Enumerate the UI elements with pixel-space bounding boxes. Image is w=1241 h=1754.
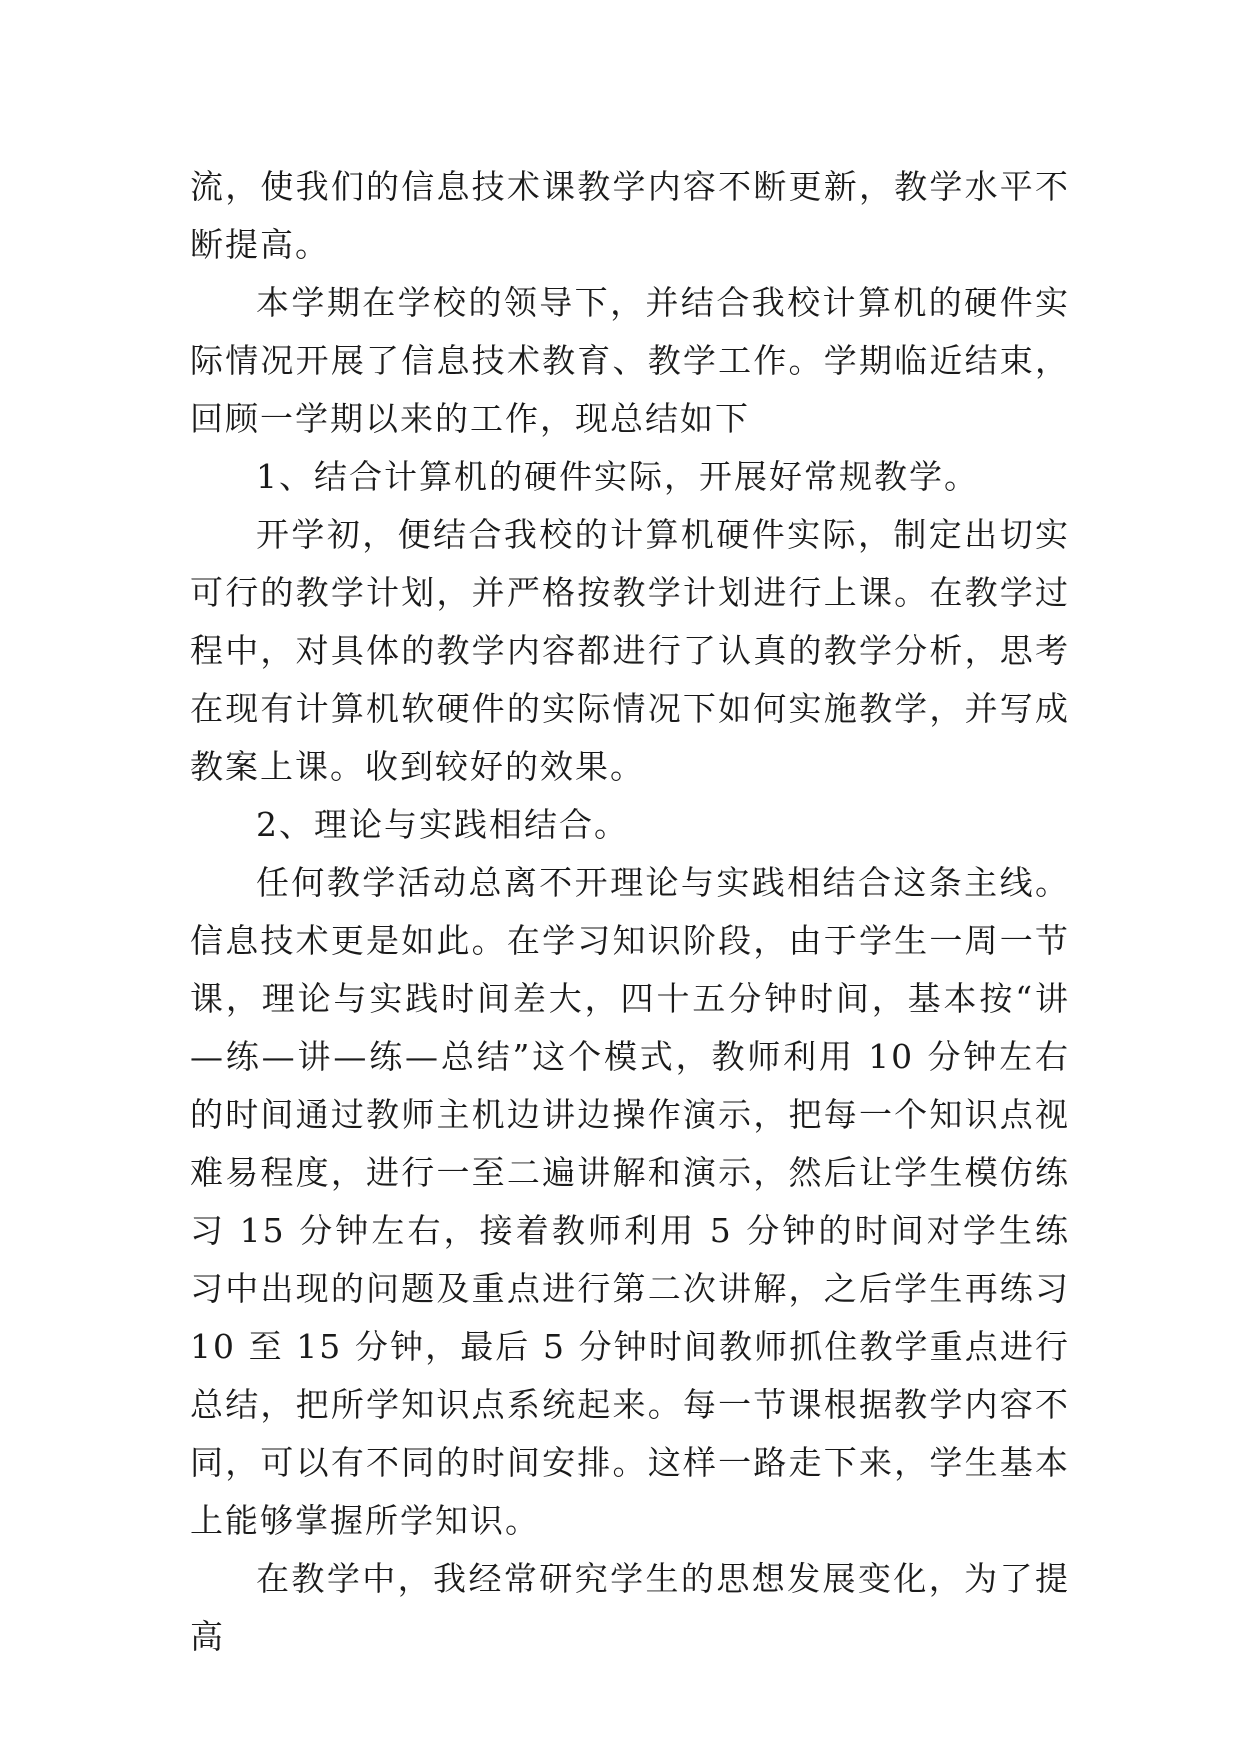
paragraph-4: 任何教学活动总离不开理论与实践相结合这条主线。信息技术更是如此。在学习知识阶段，由于学生一周一节课，理论与实践时间差大，四十五分钟时间，基本按“讲—练—讲—练—总结”这个模式，教师利用 10 分钟左右的时间通过教师主机边讲边操作演示，把每一个知识点视难易程度，进行一至二遍讲解和演示，然后让学生模仿练习 15 分钟左右，接着教师利用 5 分钟的时间对学生练习中出现的问题及重点进行第二次讲解，之后学生再练习 10 至 15 分钟，最后 5 分钟时间教师抓住教学重点进行总结，把所学知识点系统起来。每一节课根据教学内容不同，可以有不同的时间安排。这样一路走下来，学生基本上能够掌握所学知识。 (190, 863, 1070, 1540)
document-body (190, 158, 1070, 1666)
paragraph-3: 开学初，便结合我校的计算机硬件实际，制定出切实可行的教学计划，并严格按教学计划进行上课。在教学过程中，对具体的教学内容都进行了认真的教学分析，思考在现有计算机软硬件的实际情况下如何实施教学，并写成教案上课。收到较好的效果。 (190, 515, 1070, 786)
paragraph-1: 流，使我们的信息技术课教学内容不断更新，教学水平不断提高。 (190, 167, 1070, 264)
paragraph-5: 在教学中，我经常研究学生的思想发展变化，为了提高 (190, 1559, 1070, 1656)
section-heading-1: 1、结合计算机的硬件实际，开展好常规教学。 (256, 457, 979, 496)
paragraph-2: 本学期在学校的领导下，并结合我校计算机的硬件实际情况开展了信息技术教育、教学工作。学期临近结束，回顾一学期以来的工作，现总结如下 (190, 283, 1070, 438)
section-heading-2: 2、理论与实践相结合。 (256, 805, 629, 844)
